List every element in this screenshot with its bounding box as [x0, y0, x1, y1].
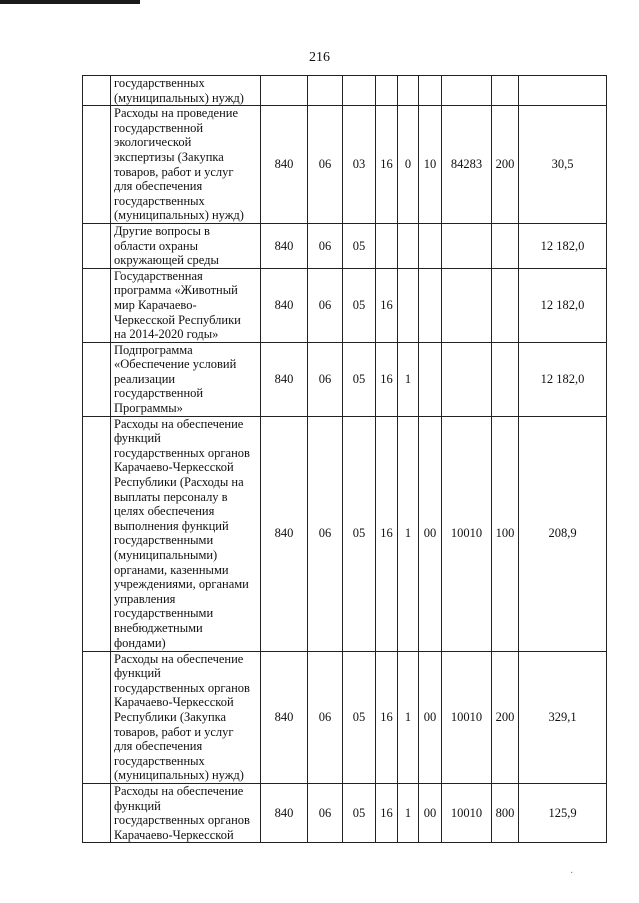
article-cell	[442, 223, 492, 268]
row-name-line: Другие вопросы в	[114, 223, 210, 238]
row-name-line: функций	[114, 798, 161, 813]
article-cell	[442, 76, 492, 106]
page-number: 216	[309, 50, 330, 65]
row-name-line: (муниципальными)	[114, 548, 218, 562]
amount-cell: 329,1	[519, 651, 607, 783]
expense-type-cell	[492, 342, 519, 416]
ministry-code-cell	[261, 76, 308, 106]
row-name-line: для обеспечения	[114, 179, 203, 194]
subsection-cell	[343, 76, 376, 106]
row-name-line: Карачаево-Черкесской	[114, 460, 234, 475]
program-cell	[376, 76, 398, 106]
ministry-code-cell: 840	[261, 223, 308, 268]
table-row	[83, 416, 607, 651]
expense-type-cell	[492, 76, 519, 106]
row-name-line: Черкесской Республики	[114, 312, 241, 327]
row-name-line: фондами)	[114, 635, 166, 650]
article-cell	[442, 268, 492, 342]
article-cell: 10010	[442, 784, 492, 843]
row-name-line: функций	[114, 666, 161, 681]
row-name-line: Программы»	[114, 401, 183, 416]
row-name-line: функций	[114, 431, 161, 446]
row-name-cell	[111, 76, 261, 106]
section-cell: 06	[308, 651, 343, 783]
expense-type-cell	[492, 223, 519, 268]
row-name-line: экологической	[114, 135, 192, 150]
direction-cell: 00	[419, 416, 442, 651]
row-name-line: Государственная	[114, 268, 203, 283]
row-name-cell	[111, 784, 261, 843]
table-row	[83, 76, 607, 106]
row-name-line: государственных	[114, 193, 205, 208]
row-name-line: государственных органов	[114, 813, 250, 828]
subsection-cell: 03	[343, 106, 376, 224]
table-row	[83, 651, 607, 783]
amount-cell: 12 182,0	[519, 342, 607, 416]
direction-cell: 00	[419, 651, 442, 783]
ministry-code-cell: 840	[261, 342, 308, 416]
table-row	[83, 223, 607, 268]
row-name-line: Расходы на обеспечение	[114, 416, 244, 431]
program-cell: 16	[376, 268, 398, 342]
row-name-line: целях обеспечения	[114, 504, 215, 519]
subsection-cell: 05	[343, 342, 376, 416]
subprogram-cell	[398, 268, 419, 342]
row-name-line: «Обеспечение условий	[114, 357, 237, 372]
row-name-line: Республики (Закупка	[114, 710, 227, 725]
budget-table	[82, 75, 607, 843]
row-name-line: учреждениями, органами	[114, 577, 249, 592]
section-cell	[308, 76, 343, 106]
expense-type-cell: 800	[492, 784, 519, 843]
amount-cell: 12 182,0	[519, 223, 607, 268]
subprogram-cell: 1	[398, 342, 419, 416]
program-cell: 16	[376, 784, 398, 843]
program-cell: 16	[376, 106, 398, 224]
row-name-cell	[111, 106, 261, 224]
article-cell: 10010	[442, 651, 492, 783]
section-cell: 06	[308, 784, 343, 843]
scan-corner-mark: ·	[570, 868, 574, 879]
direction-cell	[419, 223, 442, 268]
row-name-cell	[111, 416, 261, 651]
direction-cell	[419, 268, 442, 342]
section-cell: 06	[308, 268, 343, 342]
subprogram-cell: 1	[398, 651, 419, 783]
row-name-line: на 2014-2020 годы»	[114, 327, 219, 342]
expense-type-cell: 100	[492, 416, 519, 651]
direction-cell	[419, 342, 442, 416]
subprogram-cell	[398, 223, 419, 268]
section-cell: 06	[308, 416, 343, 651]
amount-cell: 30,5	[519, 106, 607, 224]
row-name-line: выплаты персоналу в	[114, 489, 228, 504]
row-name-line: государственной	[114, 386, 204, 401]
row-name-cell	[111, 651, 261, 783]
subprogram-cell: 1	[398, 784, 419, 843]
amount-cell: 208,9	[519, 416, 607, 651]
row-name-line: Республики (Расходы на	[114, 475, 244, 490]
article-cell	[442, 342, 492, 416]
table-row	[83, 106, 607, 224]
row-name-line: для обеспечения	[114, 739, 203, 754]
ministry-code-cell: 840	[261, 651, 308, 783]
row-name-cell	[111, 223, 261, 268]
section-cell: 06	[308, 342, 343, 416]
table-row	[83, 784, 607, 843]
subprogram-cell	[398, 76, 419, 106]
row-lead-cell	[83, 268, 111, 342]
table-row	[83, 268, 607, 342]
row-name-line: государственной	[114, 120, 204, 135]
row-name-line: Карачаево-Черкесской	[114, 695, 234, 710]
row-name-line: Расходы на обеспечение	[114, 784, 244, 798]
section-cell: 06	[308, 223, 343, 268]
direction-cell: 00	[419, 784, 442, 843]
row-lead-cell	[83, 223, 111, 268]
article-cell: 84283	[442, 106, 492, 224]
expense-type-cell: 200	[492, 651, 519, 783]
expense-type-cell: 200	[492, 106, 519, 224]
row-name-cell	[111, 268, 261, 342]
row-lead-cell	[83, 416, 111, 651]
amount-cell	[519, 76, 607, 106]
row-name-line: Карачаево-Черкесской	[114, 827, 234, 842]
row-lead-cell	[83, 76, 111, 106]
subsection-cell: 05	[343, 268, 376, 342]
row-lead-cell	[83, 342, 111, 416]
row-name-line: товаров, работ и услуг	[114, 164, 234, 179]
subsection-cell: 05	[343, 416, 376, 651]
row-name-line: окружающей среды	[114, 253, 219, 268]
scan-top-bar	[0, 0, 140, 4]
subsection-cell: 05	[343, 223, 376, 268]
row-name-line: реализации	[114, 371, 176, 386]
direction-cell: 10	[419, 106, 442, 224]
row-name-line: государственных органов	[114, 680, 250, 695]
row-name-line: выполнения функций	[114, 518, 229, 533]
ministry-code-cell: 840	[261, 106, 308, 224]
ministry-code-cell: 840	[261, 416, 308, 651]
row-name-line: (муниципальных) нужд)	[114, 90, 244, 105]
subsection-cell: 05	[343, 651, 376, 783]
row-name-line: программа «Животный	[114, 283, 238, 298]
row-name-line: государственных	[114, 76, 205, 90]
direction-cell	[419, 76, 442, 106]
section-cell: 06	[308, 106, 343, 224]
row-name-cell	[111, 342, 261, 416]
ministry-code-cell: 840	[261, 268, 308, 342]
row-name-line: внебюджетными	[114, 620, 203, 635]
table-row	[83, 342, 607, 416]
amount-cell: 12 182,0	[519, 268, 607, 342]
row-lead-cell	[83, 784, 111, 843]
row-name-line: Подпрограмма	[114, 342, 193, 357]
row-name-line: Расходы на обеспечение	[114, 651, 244, 666]
row-name-line: (муниципальных) нужд)	[114, 208, 244, 223]
row-name-line: управления	[114, 591, 176, 606]
program-cell: 16	[376, 416, 398, 651]
row-name-line: государственными	[114, 533, 214, 548]
program-cell	[376, 223, 398, 268]
subprogram-cell: 0	[398, 106, 419, 224]
subsection-cell: 05	[343, 784, 376, 843]
row-name-line: государственных органов	[114, 445, 250, 460]
row-name-line: Расходы на проведение	[114, 106, 239, 121]
row-name-line: государственных	[114, 753, 205, 768]
expense-type-cell	[492, 268, 519, 342]
row-name-line: экспертизы (Закупка	[114, 149, 224, 164]
row-name-line: области охраны	[114, 238, 198, 253]
ministry-code-cell: 840	[261, 784, 308, 843]
program-cell: 16	[376, 651, 398, 783]
row-name-line: органами, казенными	[114, 562, 229, 577]
row-name-line: мир Карачаево-	[114, 297, 197, 312]
row-name-line: государственными	[114, 606, 214, 621]
article-cell: 10010	[442, 416, 492, 651]
row-name-line: (муниципальных) нужд)	[114, 768, 244, 783]
row-name-line: товаров, работ и услуг	[114, 724, 234, 739]
subprogram-cell: 1	[398, 416, 419, 651]
program-cell: 16	[376, 342, 398, 416]
amount-cell: 125,9	[519, 784, 607, 843]
row-lead-cell	[83, 106, 111, 224]
row-lead-cell	[83, 651, 111, 783]
